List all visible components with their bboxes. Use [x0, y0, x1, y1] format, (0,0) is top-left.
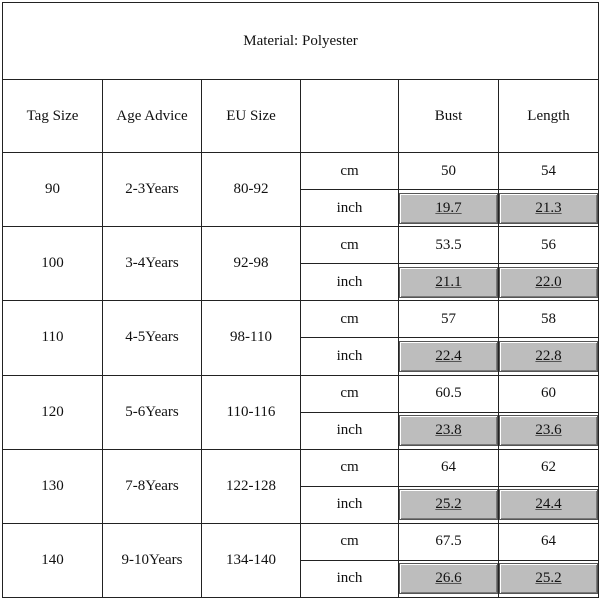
- length-inch-cell-box: 25.2: [499, 563, 598, 594]
- bust-inch-cell-box: 19.7: [399, 193, 498, 224]
- age-advice-cell: 7-8Years: [103, 449, 202, 523]
- unit-cm-cell: cm: [301, 449, 399, 486]
- age-advice-cell: 5-6Years: [103, 375, 202, 449]
- table-row: [3, 153, 599, 190]
- unit-cm-cell: cm: [301, 375, 399, 412]
- age-advice-cell: 4-5Years: [103, 301, 202, 375]
- header-unit: [301, 80, 399, 153]
- size-chart-page: [2, 2, 598, 598]
- tag-size-cell: 140: [3, 523, 103, 597]
- bust-cm-cell: 67.5: [399, 523, 499, 560]
- length-inch-cell-box: 22.0: [499, 267, 598, 298]
- bust-inch-cell: [399, 338, 499, 375]
- bust-inch-cell-box: 23.8: [399, 415, 498, 446]
- length-inch-cell-box: 21.3: [499, 193, 598, 224]
- bust-cm-cell: 64: [399, 449, 499, 486]
- length-inch-cell: [499, 338, 599, 375]
- eu-size-cell: 134-140: [202, 523, 301, 597]
- length-inch-cell-box: 22.8: [499, 341, 598, 372]
- age-advice-cell: 9-10Years: [103, 523, 202, 597]
- bust-inch-cell-box: 26.6: [399, 563, 498, 594]
- table-row: [3, 449, 599, 486]
- table-row: [3, 523, 599, 560]
- length-inch-cell: [499, 486, 599, 523]
- length-cm-cell: 62: [499, 449, 599, 486]
- bust-inch-cell-box: 21.1: [399, 267, 498, 298]
- header-eu-size: EU Size: [202, 80, 301, 153]
- tag-size-cell: 90: [3, 153, 103, 227]
- unit-cm-cell: cm: [301, 227, 399, 264]
- unit-cm-cell: cm: [301, 153, 399, 190]
- bust-cm-cell: 53.5: [399, 227, 499, 264]
- length-inch-cell: [499, 412, 599, 449]
- bust-inch-cell: [399, 486, 499, 523]
- length-cm-cell: 54: [499, 153, 599, 190]
- eu-size-cell: 80-92: [202, 153, 301, 227]
- table-row: [3, 301, 599, 338]
- header-tag-size: Tag Size: [3, 80, 103, 153]
- bust-inch-cell: [399, 412, 499, 449]
- unit-cm-cell: cm: [301, 523, 399, 560]
- bust-inch-cell: [399, 190, 499, 227]
- header-age-advice: Age Advice: [103, 80, 202, 153]
- table-row: [3, 227, 599, 264]
- header-length: Length: [499, 80, 599, 153]
- tag-size-cell: 100: [3, 227, 103, 301]
- length-inch-cell: [499, 190, 599, 227]
- length-inch-cell: [499, 560, 599, 597]
- eu-size-cell: 98-110: [202, 301, 301, 375]
- age-advice-cell: 3-4Years: [103, 227, 202, 301]
- length-inch-cell-box: 23.6: [499, 415, 598, 446]
- unit-inch-cell: inch: [301, 486, 399, 523]
- unit-inch-cell: inch: [301, 190, 399, 227]
- table-title: Material: Polyester: [3, 3, 599, 80]
- unit-inch-cell: inch: [301, 412, 399, 449]
- length-cm-cell: 60: [499, 375, 599, 412]
- unit-cm-cell: cm: [301, 301, 399, 338]
- age-advice-cell: 2-3Years: [103, 153, 202, 227]
- size-chart-table: [2, 2, 599, 598]
- tag-size-cell: 110: [3, 301, 103, 375]
- bust-inch-cell-box: 25.2: [399, 489, 498, 520]
- length-cm-cell: 58: [499, 301, 599, 338]
- bust-cm-cell: 50: [399, 153, 499, 190]
- bust-cm-cell: 60.5: [399, 375, 499, 412]
- length-inch-cell-box: 24.4: [499, 489, 598, 520]
- length-cm-cell: 56: [499, 227, 599, 264]
- length-cm-cell: 64: [499, 523, 599, 560]
- table-row: [3, 375, 599, 412]
- bust-inch-cell: [399, 560, 499, 597]
- unit-inch-cell: inch: [301, 338, 399, 375]
- bust-cm-cell: 57: [399, 301, 499, 338]
- unit-inch-cell: inch: [301, 560, 399, 597]
- bust-inch-cell-box: 22.4: [399, 341, 498, 372]
- length-inch-cell: [499, 264, 599, 301]
- eu-size-cell: 92-98: [202, 227, 301, 301]
- tag-size-cell: 120: [3, 375, 103, 449]
- title-row: [3, 3, 599, 80]
- unit-inch-cell: inch: [301, 264, 399, 301]
- header-bust: Bust: [399, 80, 499, 153]
- tag-size-cell: 130: [3, 449, 103, 523]
- eu-size-cell: 110-116: [202, 375, 301, 449]
- eu-size-cell: 122-128: [202, 449, 301, 523]
- bust-inch-cell: [399, 264, 499, 301]
- header-row: [3, 80, 599, 153]
